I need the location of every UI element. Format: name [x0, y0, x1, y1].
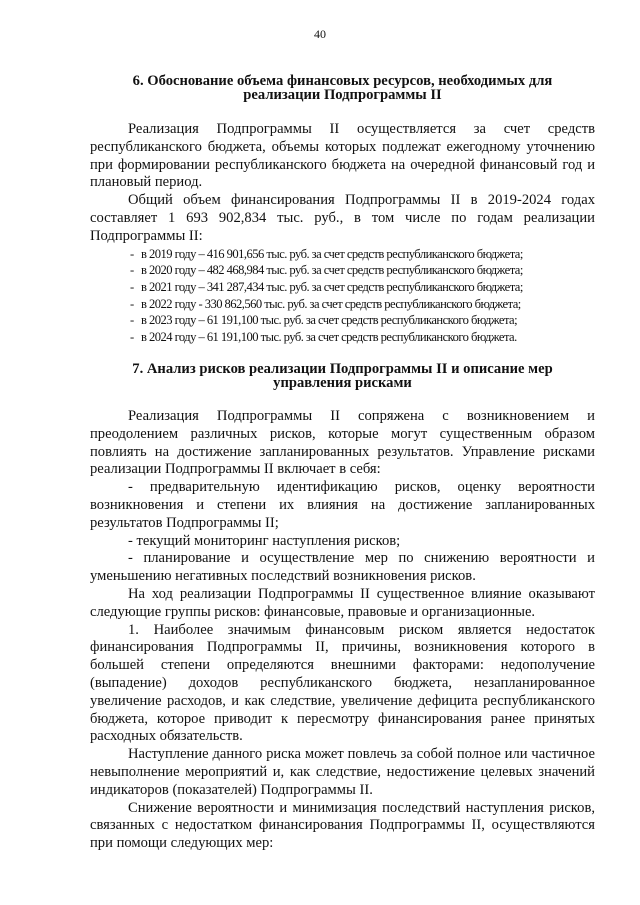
risk-management-item: - планирование и осуществление мер по снижению вероятности и уменьшению негативных последствий возникновения рисков.: [90, 550, 595, 585]
section-6-body: [90, 121, 595, 346]
list-item: - в 2022 году - 330 862,560 тыс. руб. за счет средств республиканского бюджета;: [130, 296, 521, 311]
list-item: - в 2019 году – 416 901,656 тыс. руб. за счет средств республиканского бюджета;: [130, 246, 523, 261]
section-7-paragraph-1: Реализация Подпрограммы II сопряжена с возникновением и преодолением различных рисков, которые могут существенным образом повлиять на достижение запланированных результатов. Управление рисками реализации Подпрограммы II включает в себя:: [90, 408, 595, 478]
section-7-paragraph-3: 1. Наиболее значимым финансовым риском является недостаток финансирования Подпрограммы II, причины, возникновения которого в большей степени определяются внешними факторами: недополучение (выпадение) доходов республиканского бюджета, незапланированное увеличение расходов, и как следствие, увеличение дефицита республиканского бюджета, которое приводит к пересмотру финансирования ранее принятых расходных обязательств.: [90, 621, 595, 745]
risk-management-item: - предварительную идентификацию рисков, оценку вероятности возникновения и степени их влияния на достижение запланированных результатов Подпрограммы II;: [90, 479, 595, 531]
section-6-paragraph-2: Общий объем финансирования Подпрограммы II в 2019-2024 годах составляет 1 693 902,834 тыс. руб., в том числе по годам реализации Подпрограммы II:: [90, 192, 595, 244]
section-7-paragraph-4: Наступление данного риска может повлечь за собой полное или частичное невыполнение мероприятий и, как следствие, недостижение целевых значений индикаторов (показателей) Подпрограммы II.: [90, 746, 595, 798]
list-item: - в 2020 году – 482 468,984 тыс. руб. за счет средств республиканского бюджета;: [130, 263, 523, 278]
section-6-heading: 6. Обоснование объема финансовых ресурсов, необходимых для реализации Подпрограммы II: [132, 73, 553, 103]
list-item: - в 2021 году – 341 287,434 тыс. руб. за счет средств республиканского бюджета;: [130, 279, 523, 294]
section-7-paragraph-2: На ход реализации Подпрограммы II существенное влияние оказывают следующие группы рисков: финансовые, правовые и организационные.: [90, 585, 595, 620]
section-7-heading: 7. Анализ рисков реализации Подпрограммы II и описание мер управления рисками: [132, 361, 553, 391]
section-7: [90, 362, 595, 390]
section-7-paragraph-5: Снижение вероятности и минимизация последствий наступления рисков, связанных с недостатком финансирования Подпрограммы II, осуществляются при помощи следующих мер:: [90, 799, 595, 852]
section-6: [90, 74, 595, 102]
financing-by-year-list: [90, 246, 595, 346]
list-item: - в 2024 году – 61 191,100 тыс. руб. за счет средств республиканского бюджета.: [130, 330, 517, 345]
page-number: 40: [314, 27, 326, 41]
risk-management-item: - текущий мониторинг наступления рисков;: [128, 532, 401, 549]
section-7-body: [90, 408, 595, 853]
section-6-paragraph-1: Реализация Подпрограммы II осуществляется за счет средств республиканского бюджета, объемы которых подлежат ежегодному уточнению при формировании республиканского бюджета на очередной финансовый год и плановый период.: [90, 121, 595, 191]
list-item: - в 2023 году – 61 191,100 тыс. руб. за счет средств республиканского бюджета;: [130, 313, 518, 328]
